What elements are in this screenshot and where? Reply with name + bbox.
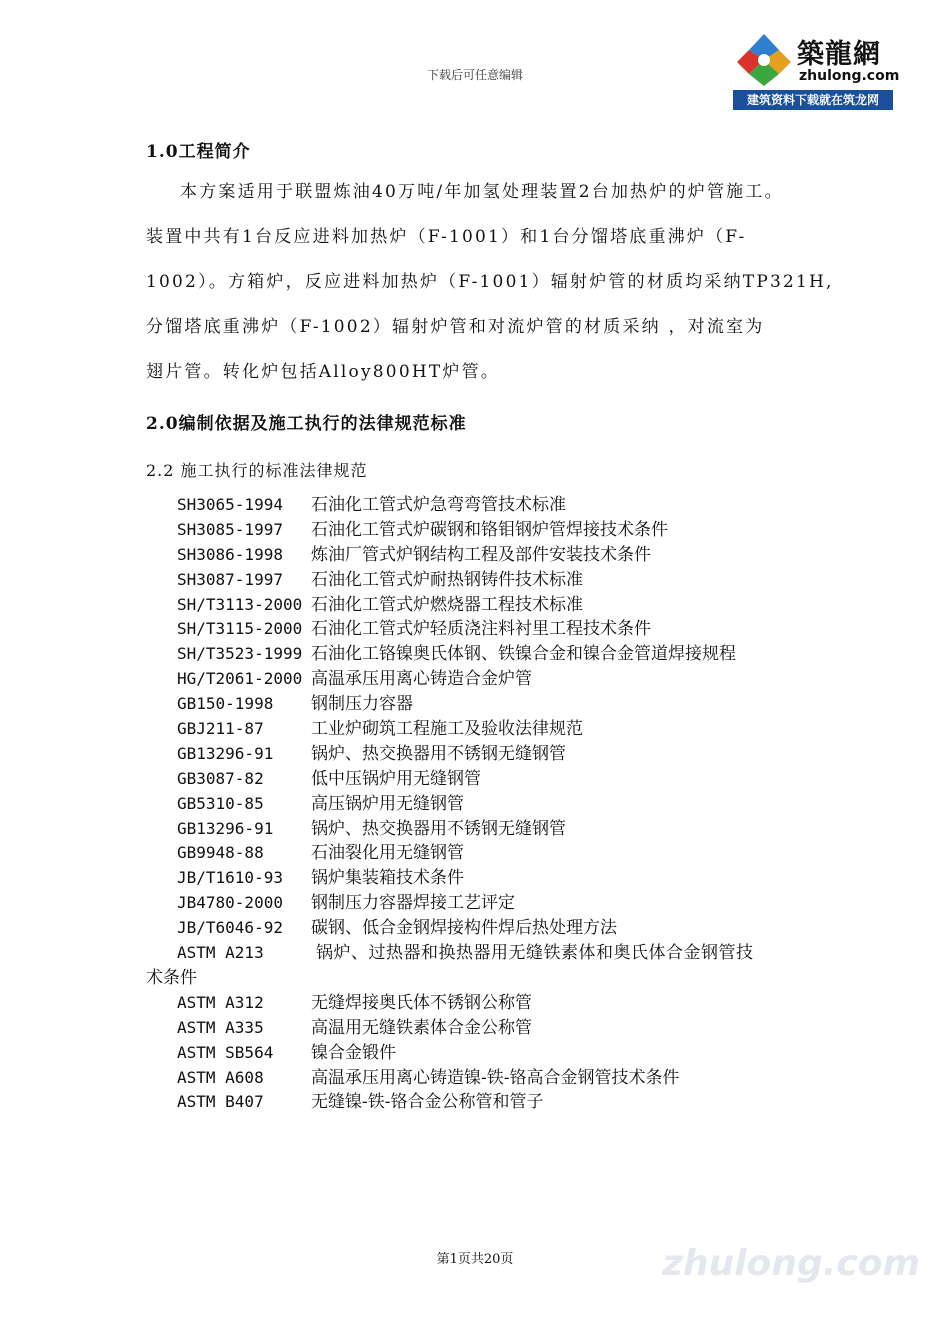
standard-row [0, 692, 950, 717]
standard-code: GB150-1998 [177, 694, 274, 714]
standard-code: SH/T3115-2000 [177, 619, 303, 639]
standard-code: GB9948-88 [177, 843, 264, 863]
standard-row [0, 1090, 950, 1115]
paragraph-line: 1002）。方箱炉，反应进料加热炉（F-1001）辐射炉管的材质均采纳TP321H, [146, 272, 834, 292]
logo-domain: zhulong.com [799, 68, 900, 84]
standard-row [0, 866, 950, 891]
zhulong-logo [733, 30, 900, 110]
standard-title: 锅炉集装箱技术条件 [311, 868, 464, 889]
standard-row [0, 941, 950, 991]
standard-title: 无缝焊接奥氏体不锈钢公称管 [311, 992, 532, 1013]
standard-row [0, 817, 950, 842]
standard-code: HG/T2061-2000 [177, 669, 303, 689]
standard-title: 高压锅炉用无缝钢管 [311, 793, 464, 814]
standard-row [0, 841, 950, 866]
standard-row [0, 667, 950, 692]
logo-slogan: 建筑资料下载就在筑龙网 [733, 90, 893, 110]
standard-code: JB/T6046-92 [177, 918, 283, 938]
standard-row [0, 717, 950, 742]
standard-row [0, 767, 950, 792]
standard-row [0, 642, 950, 667]
standard-title: 锅炉、热交换器用不锈钢无缝钢管 [311, 743, 566, 764]
standard-row [0, 1066, 950, 1091]
standard-title: 钢制压力容器 [311, 694, 413, 715]
standard-title: 碳钢、低合金钢焊接构件焊后热处理方法 [311, 918, 617, 939]
standard-row [0, 617, 950, 642]
paragraph-line: 本方案适用于联盟炼油40万吨/年加氢处理装置2台加热炉的炉管施工。 [180, 182, 784, 202]
standard-title-continuation: 术条件 [146, 967, 197, 988]
standard-row [0, 991, 950, 1016]
standard-title: 石油化工管式炉燃烧器工程技术标准 [311, 594, 583, 615]
standard-title: 锅炉、过热器和换热器用无缝铁素体和奥氏体合金钢管技 [316, 943, 754, 964]
standard-row [0, 518, 950, 543]
standard-code: ASTM A335 [177, 1017, 264, 1037]
standard-title: 高温用无缝铁素体合金公称管 [311, 1017, 532, 1038]
standard-code: SH/T3113-2000 [177, 594, 303, 614]
section1-heading: 1.0工程简介 [146, 142, 251, 162]
standard-code: JB/T1610-93 [177, 868, 283, 888]
standard-title: 无缝镍-铁-铬合金公称管和管子 [311, 1092, 544, 1113]
standard-code: SH/T3523-1999 [177, 644, 303, 664]
standard-code: GB3087-82 [177, 768, 264, 788]
standard-row [0, 1041, 950, 1066]
standard-code: SH3065-1994 [177, 495, 283, 514]
standard-row [0, 568, 950, 593]
standard-code: SH3087-1997 [177, 569, 283, 589]
standard-code: ASTM SB564 [177, 1042, 274, 1062]
standard-title: 钢制压力容器焊接工艺评定 [311, 893, 515, 914]
header-note: 下载后可任意编辑 [426, 68, 523, 82]
standard-title: 石油化工管式炉耐热钢铸件技术标准 [311, 569, 583, 590]
standard-row [0, 792, 950, 817]
paragraph-line: 装置中共有1台反应进料加热炉（F-1001）和1台分馏塔底重沸炉（F- [146, 227, 747, 247]
standard-row [0, 543, 950, 568]
standard-code: JB4780-2000 [177, 893, 283, 913]
standard-code: GBJ211-87 [177, 719, 264, 739]
standard-row [0, 493, 950, 518]
section2-heading: 2.0编制依据及施工执行的法律规范标准 [146, 414, 467, 434]
standards-list [0, 493, 950, 1115]
standard-title: 工业炉砌筑工程施工及验收法律规范 [311, 719, 583, 740]
standard-code: ASTM B407 [177, 1092, 264, 1112]
standard-title: 石油化工铬镍奥氏体钢、铁镍合金和镍合金管道焊接规程 [311, 644, 736, 665]
section1-paragraph [146, 170, 834, 395]
standard-title: 低中压锅炉用无缝钢管 [311, 768, 481, 789]
watermark: zhulong.com [662, 1243, 920, 1284]
section2-subheading: 2.2 施工执行的标准法律规范 [146, 461, 368, 480]
standard-title: 石油化工管式炉轻质浇注料衬里工程技术条件 [311, 619, 651, 640]
standard-code: ASTM A213 [177, 943, 264, 963]
standard-title: 镍合金锻件 [311, 1042, 396, 1063]
standard-code: SH3085-1997 [177, 519, 283, 539]
standard-title: 锅炉、热交换器用不锈钢无缝钢管 [311, 818, 566, 839]
standard-title: 高温承压用离心铸造合金炉管 [311, 669, 532, 690]
standard-title: 石油化工管式炉碳钢和铬钼钢炉管焊接技术条件 [311, 519, 668, 540]
logo-mark-icon [735, 32, 793, 88]
standard-code: ASTM A608 [177, 1067, 264, 1087]
standard-title: 炼油厂管式炉钢结构工程及部件安装技术条件 [311, 544, 651, 565]
standard-title: 石油化工管式炉急弯弯管技术标准 [311, 495, 566, 515]
standard-code: GB13296-91 [177, 743, 274, 763]
standard-code: GB13296-91 [177, 818, 274, 838]
standard-row [0, 1016, 950, 1041]
standard-row [0, 593, 950, 618]
standard-row [0, 891, 950, 916]
standard-row [0, 742, 950, 767]
paragraph-line: 分馏塔底重沸炉（F-1002）辐射炉管和对流炉管的材质采纳 ，对流室为 [146, 317, 765, 337]
standard-title: 高温承压用离心铸造镍-铁-铬高合金钢管技术条件 [311, 1067, 680, 1088]
standard-code: GB5310-85 [177, 793, 264, 813]
standard-code: ASTM A312 [177, 992, 264, 1012]
standard-row [0, 916, 950, 941]
logo-name: 築龍網 [797, 39, 881, 70]
page-footer: 第1页共20页 [436, 1252, 514, 1267]
standard-code: SH3086-1998 [177, 544, 283, 564]
paragraph-line: 翅片管。转化炉包括Alloy800HT炉管。 [146, 362, 501, 382]
standard-title: 石油裂化用无缝钢管 [311, 843, 464, 864]
